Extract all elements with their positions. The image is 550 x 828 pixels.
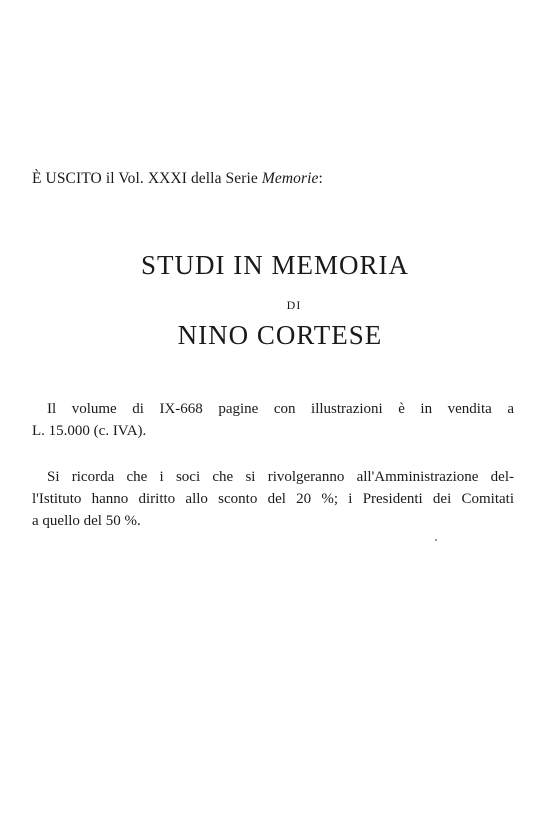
discount-line-1: Si ricorda che i soci che si rivolgeranno all'Amministrazione del- bbox=[47, 469, 514, 485]
announcement-lead: È USCITO il Vol. XXXI della Serie bbox=[32, 170, 262, 187]
discount-paragraph bbox=[32, 466, 514, 532]
series-name: Memorie bbox=[261, 170, 319, 187]
volume-info-line-2: L. 15.000 (c. IVA). bbox=[32, 423, 147, 439]
book-title-line-2: NINO CORTESE bbox=[177, 320, 383, 350]
discount-line-2: l'Istituto hanno diritto allo sconto del 20 %; i Presidenti dei Comitati bbox=[32, 491, 514, 507]
discount-line-3: a quello del 50 %. bbox=[32, 513, 141, 529]
book-title-line-1: STUDI IN MEMORIA bbox=[141, 250, 409, 280]
announcement-line bbox=[32, 170, 323, 188]
announcement-trail: : bbox=[318, 170, 323, 187]
book-title-di: DI bbox=[286, 298, 302, 312]
print-speck bbox=[435, 539, 437, 541]
volume-info-paragraph bbox=[32, 398, 514, 442]
volume-info-line-1: Il volume di IX-668 pagine con illustrazioni è in vendita a bbox=[47, 401, 514, 417]
